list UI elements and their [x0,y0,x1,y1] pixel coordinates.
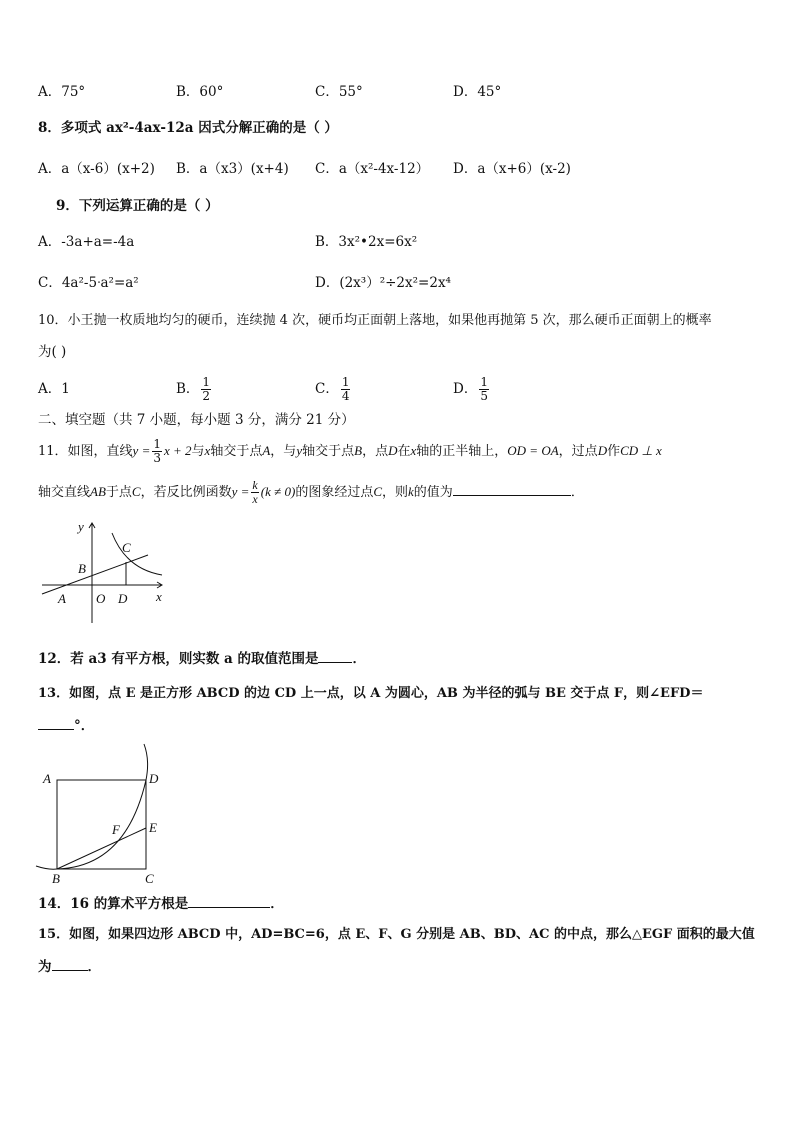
q11-slope-fraction [152,438,162,465]
q11-l2-x: x [252,492,258,506]
q13-label-b: B [52,871,60,884]
q15-answer-blank [52,956,88,971]
q11-l2-a: 轴交直线 [38,485,91,500]
q10-option-c [315,369,352,409]
q15-text: 为 [38,959,52,975]
q11-text-through: ，过点 [558,444,598,459]
q10-option-b-numerator: 1 [202,375,211,389]
q12-answer-blank [318,648,352,663]
q9-option-c: C．4a²-5ᐧa²=a² [38,275,139,291]
q12-end: ． [352,651,366,667]
q15-line2 [38,956,101,977]
q11-line-ab [42,555,148,594]
q8-option-d: D．a（x+6）(x-2) [453,161,571,177]
q11-l2-j: ，则 [382,485,409,500]
q11-text-positive-axis: 轴的正半轴上， [416,444,508,459]
q11-l2-ab: AB [90,484,106,499]
q11-point-a: A [262,443,271,458]
q10-option-b-label: B． [176,381,200,397]
q7-option-b: B．60° [176,84,224,100]
q10-stem-line1: 10．小王抛一枚质地均匀的硬币，连续抛 4 次，硬币均正面朝上落地，如果他再抛第 5 次，那么硬币正面朝上的概率 [38,313,712,328]
q8-option-a: A．a（x-6）(x+2) [38,161,155,177]
q8-option-c: C．a（x²-4x-12） [315,161,430,177]
q11-answer-blank [453,481,571,496]
q13-end: °． [74,718,95,734]
q9-option-d: D．(2x³）²÷2x²=2x⁴ [315,275,451,291]
q11-label-c: C [122,540,131,555]
q10-option-d [453,369,491,409]
q13-line-be [57,828,146,869]
q11-od-oa: OD = OA [507,443,559,458]
q15-end: ． [87,959,101,975]
q11-text-make: 作 [607,444,621,459]
q11-l2-h: 的图象经过点 [295,485,374,500]
q11-line1 [38,433,662,470]
q14-end: ． [270,896,284,912]
q11-text-axis-meet2: 轴交于点 [302,444,355,459]
q11-label-b: B [78,561,86,576]
q13-label-f: F [112,822,120,837]
q11-text-axis-meet: 轴交于点 [210,444,263,459]
q11-text-and: 与 [191,444,205,459]
q11-point-d: D [388,443,398,458]
q11-l2-y: y = [231,484,250,499]
q13-label-d: D [149,771,159,786]
q10-option-a: A．1 [38,381,70,397]
q13-line1: 13．如图，点 E 是正方形 ABCD 的边 CD 上一点，以 A 为圆心，AB 为半径的弧与 BE 交于点 F，则∠EFD＝ [38,686,704,701]
q11-l2-end: ． [570,485,584,500]
q11-label-x: x [156,589,162,604]
q11-slope-denominator: 3 [153,451,161,465]
q10-stem-line2: 为( ) [38,344,67,360]
q11-slope-numerator: 1 [153,437,161,451]
q7-option-c: C．55° [315,84,363,100]
q11-var-y: y [296,443,303,458]
q11-line2 [38,474,584,511]
q11-l2-l: 的值为 [413,485,453,500]
q10-option-b-denominator: 2 [202,389,211,403]
q11-l2-cond: (k ≠ 0) [260,484,296,499]
q12-stem [38,648,366,669]
q11-l2-fraction [251,479,258,506]
q11-l2-c: 于点 [105,485,132,500]
q11-hyperbola [112,533,162,575]
q11-eq-rest: x + 2 [163,443,192,458]
q13-label-a: A [43,771,51,786]
q11-l2-kk: k [408,484,414,499]
q10-option-c-fraction [341,376,351,403]
q10-option-d-denominator: 5 [480,389,488,403]
q13-label-c: C [145,871,154,884]
q10-option-d-label: D． [453,381,478,397]
q15-line1: 15．如图，如果四边形 ABCD 中，AD=BC=6，点 E、F、G 分别是 AB、BD、AC 的中点，那么△EGF 面积的最大值 [38,927,755,942]
q9-option-b: B．3x²•2x=6x² [315,234,418,250]
q9-option-a: A．-3a+a=-4a [38,234,135,250]
q10-option-c-denominator: 4 [341,389,350,403]
q11-eq-y: y = [132,443,151,458]
q11-text-point: ，点 [362,444,389,459]
q14-stem [38,893,284,914]
q7-option-d: D．45° [453,84,502,100]
q11-var-x: x [204,443,211,458]
q11-label-o: O [96,591,106,606]
q11-l2-point-c: C [131,484,141,499]
q8-option-b: B．a（x3）(x+4) [176,161,289,177]
q10-option-c-label: C． [315,381,339,397]
q11-l2-point-c2: C [373,484,382,499]
q11-point-b: B [354,443,363,458]
q8-stem: 8．多项式 ax²-4ax-12a 因式分解正确的是（ ） [38,120,338,136]
q10-option-b-fraction [201,376,211,403]
q13-answer-blank [38,715,74,730]
q13-line2 [38,715,94,736]
q11-figure [38,515,173,627]
q7-option-a: A．75° [38,84,86,100]
q11-text-with: ，与 [270,444,297,459]
q10-option-d-numerator: 1 [480,375,488,389]
q10-option-d-fraction [479,376,489,403]
q11-l2-e: ，若反比例函数 [140,485,232,500]
q11-point-d2: D [597,443,608,458]
q11-var-x2: x [410,443,417,458]
q11-label-y: y [78,519,84,534]
q11-text-on: 在 [397,444,411,459]
q11-intro: 11．如图，直线 [38,444,133,459]
q13-figure [34,742,174,884]
q10-option-b [176,369,213,409]
q14-text: 14．16 的算术平方根是 [38,896,189,912]
q11-perpendicular: CD ⊥ x [620,443,662,458]
q13-arc [36,744,148,869]
section2-heading: 二、填空题（共 7 小题，每小题 3 分，满分 21 分） [38,412,355,428]
q13-label-e: E [149,820,157,835]
q10-option-c-numerator: 1 [341,375,350,389]
q11-l2-k: k [252,478,258,492]
q14-answer-blank [188,893,270,908]
q11-label-a: A [58,591,66,606]
q12-text: 12．若 a3 有平方根，则实数 a 的取值范围是 [38,651,319,667]
q11-label-d: D [118,591,128,606]
q9-stem: 9．下列运算正确的是（ ） [56,198,219,214]
